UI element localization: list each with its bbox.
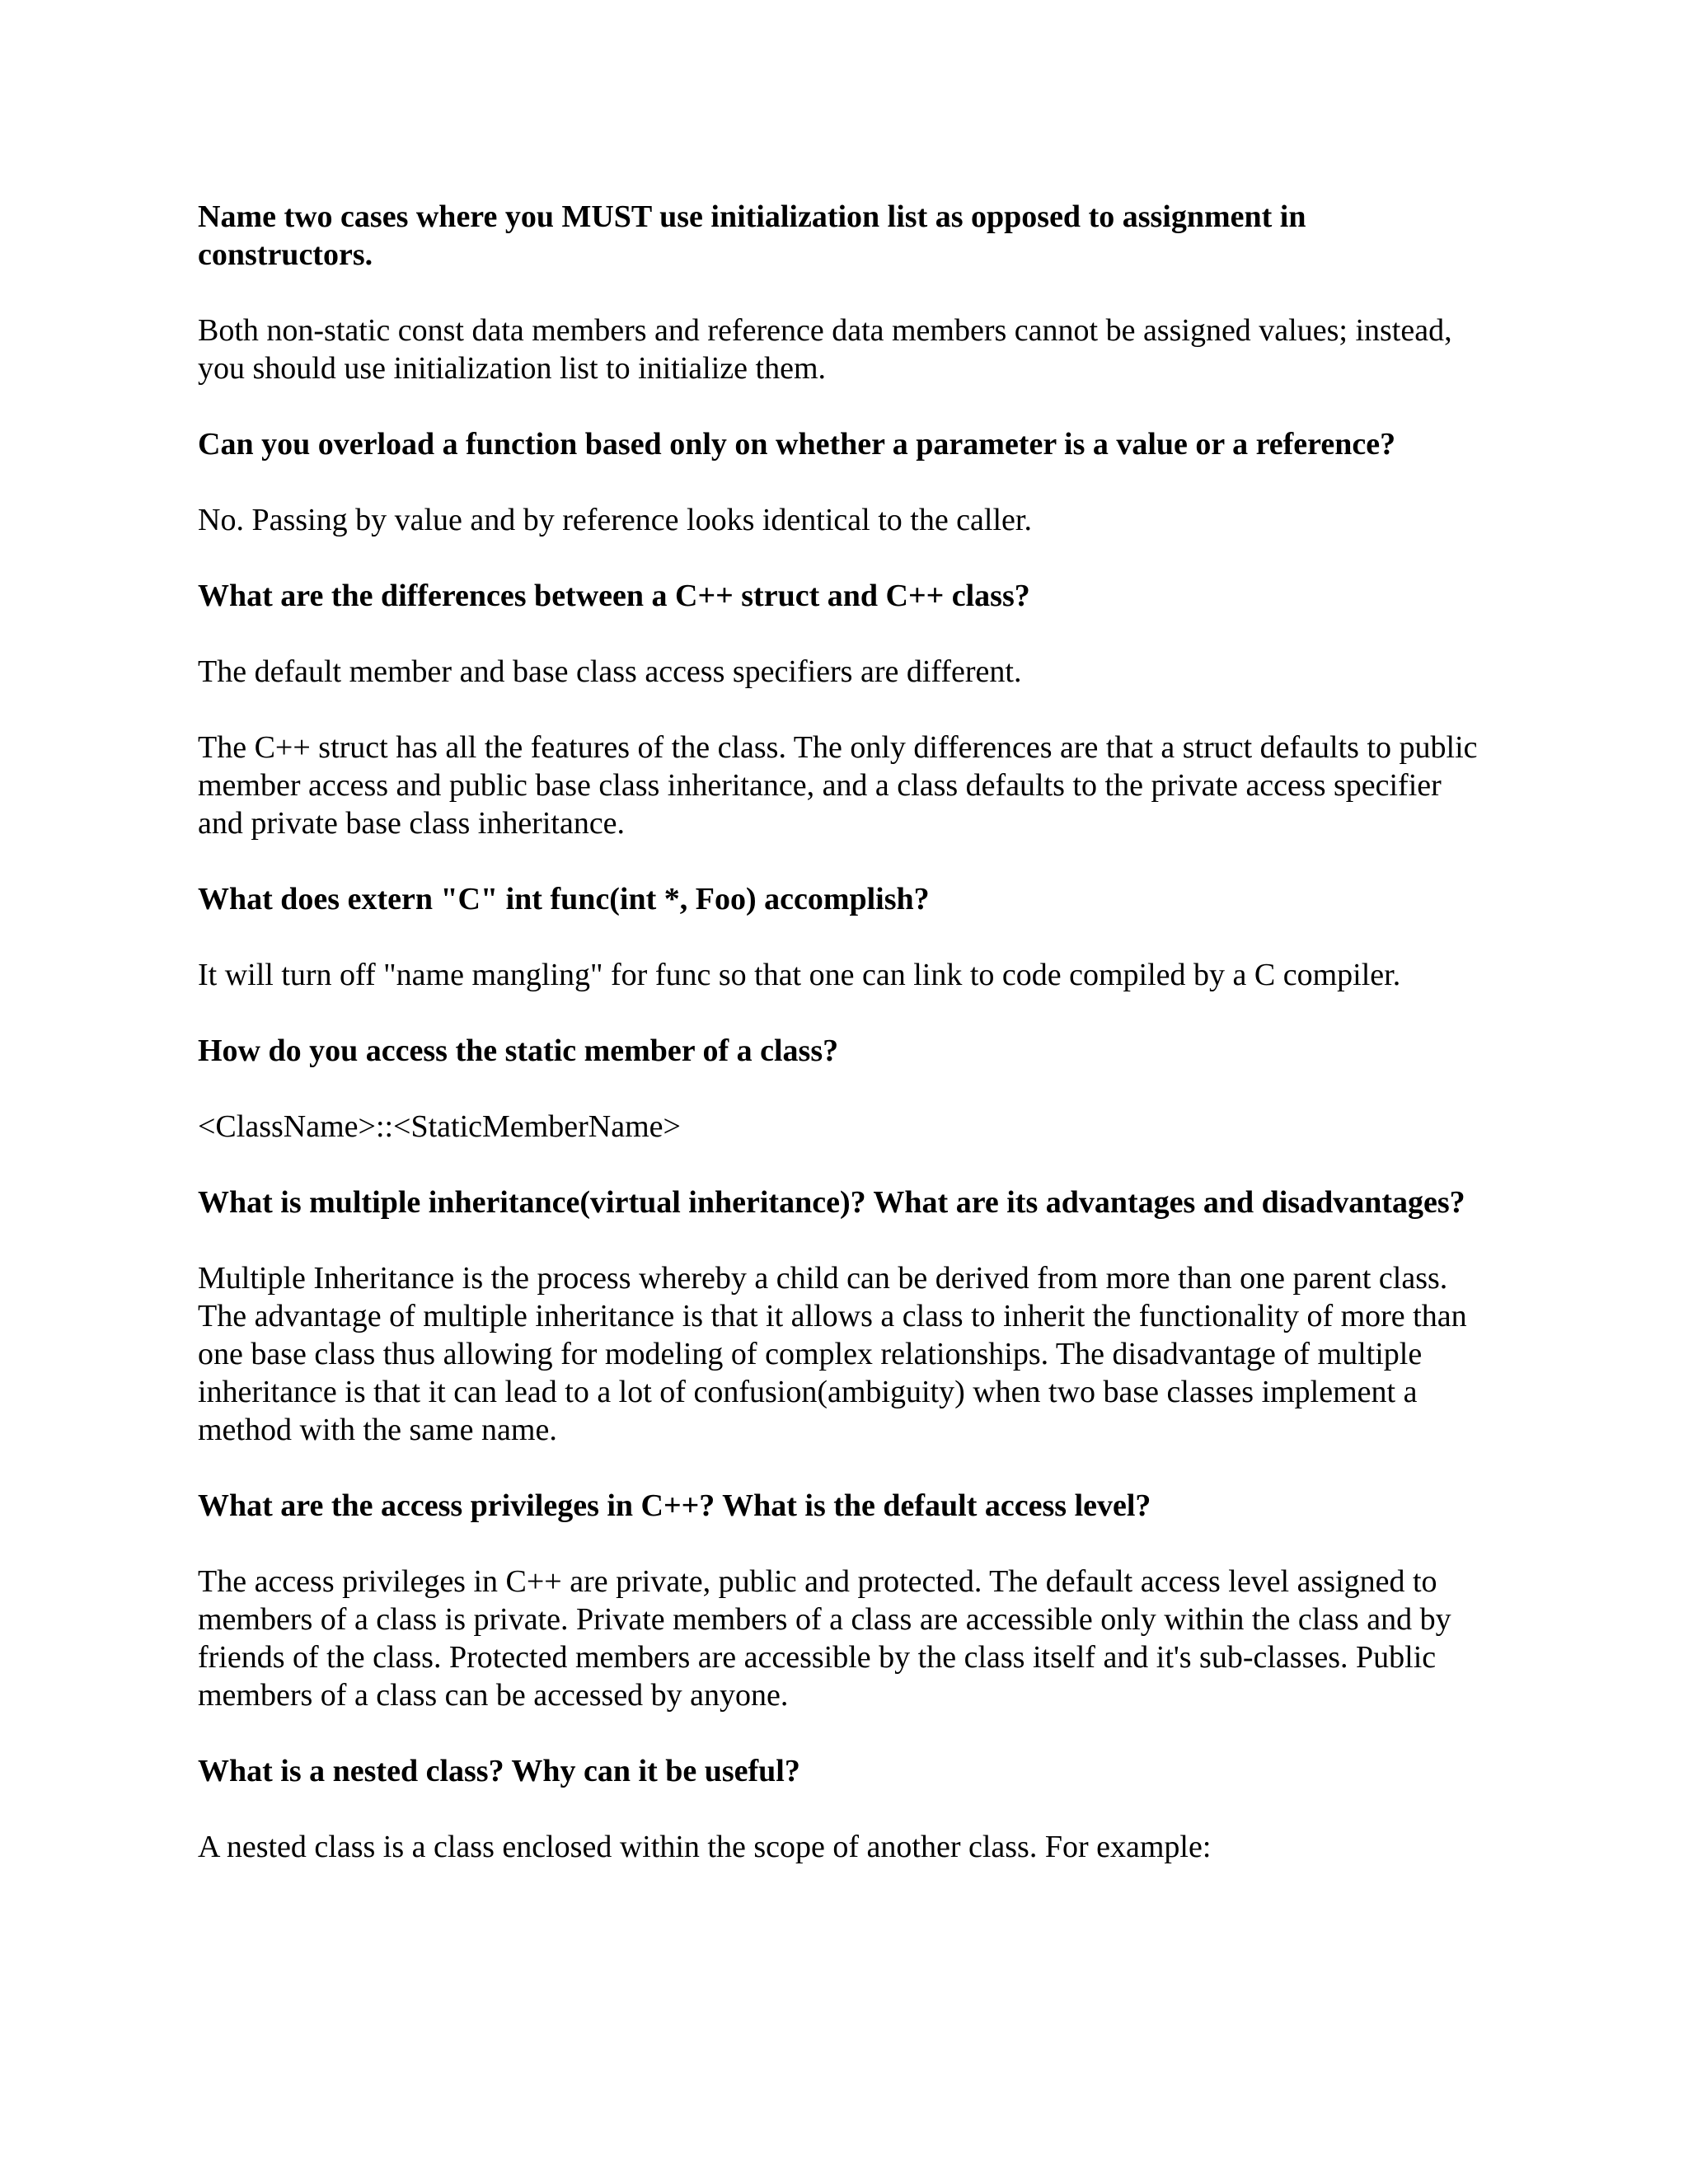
question-overload-value-reference: Can you overload a function based only on whether a parameter is a value or a reference?	[198, 427, 1396, 462]
answer-initialization-list: Both non-static const data members and reference data members cannot be assigned values; instead, you should use initialization list to initialize them.	[198, 313, 1452, 386]
question-static-member-access: How do you access the static member of a class?	[198, 1033, 839, 1068]
answer-struct-vs-class-detail: The C++ struct has all the features of the class. The only differences are that a struct defaults to public member access and public base class inheritance, and a class defaults to the private access specifier and private base class inheritance.	[198, 730, 1478, 841]
answer-access-privileges: The access privileges in C++ are private, public and protected. The default access level assigned to members of a class is private. Private members of a class are accessible only within the class and by friends of the class. Protected members are accessible by the class itself and it's sub-classes. Public members of a class can be accessed by anyone.	[198, 1564, 1451, 1713]
question-nested-class: What is a nested class? Why can it be useful?	[198, 1754, 800, 1788]
question-struct-vs-class: What are the differences between a C++ struct and C++ class?	[198, 579, 1030, 613]
question-multiple-inheritance: What is multiple inheritance(virtual inheritance)? What are its advantages and disadvantages?	[198, 1185, 1465, 1220]
answer-extern-c: It will turn off "name mangling" for func so that one can link to code compiled by a C compiler.	[198, 958, 1401, 992]
question-initialization-list: Name two cases where you MUST use initialization list as opposed to assignment in constructors.	[198, 199, 1306, 272]
answer-struct-vs-class-short: The default member and base class access specifiers are different.	[198, 654, 1022, 689]
answer-multiple-inheritance: Multiple Inheritance is the process whereby a child can be derived from more than one parent class. The advantage of multiple inheritance is that it allows a class to inherit the functionality of more than one base class thus allowing for modeling of complex relationships. The disadvantage of multiple inheritance is that it can lead to a lot of confusion(ambiguity) when two base classes implement a method with the same name.	[198, 1261, 1467, 1447]
answer-nested-class: A nested class is a class enclosed within the scope of another class. For example:	[198, 1830, 1212, 1864]
answer-overload-value-reference: No. Passing by value and by reference looks identical to the caller.	[198, 503, 1032, 537]
answer-static-member-access: <ClassName>::<StaticMemberName>	[198, 1109, 681, 1144]
document-page	[198, 198, 1484, 1904]
question-extern-c: What does extern "C" int func(int *, Foo) accomplish?	[198, 882, 930, 916]
question-access-privileges: What are the access privileges in C++? What is the default access level?	[198, 1488, 1151, 1523]
